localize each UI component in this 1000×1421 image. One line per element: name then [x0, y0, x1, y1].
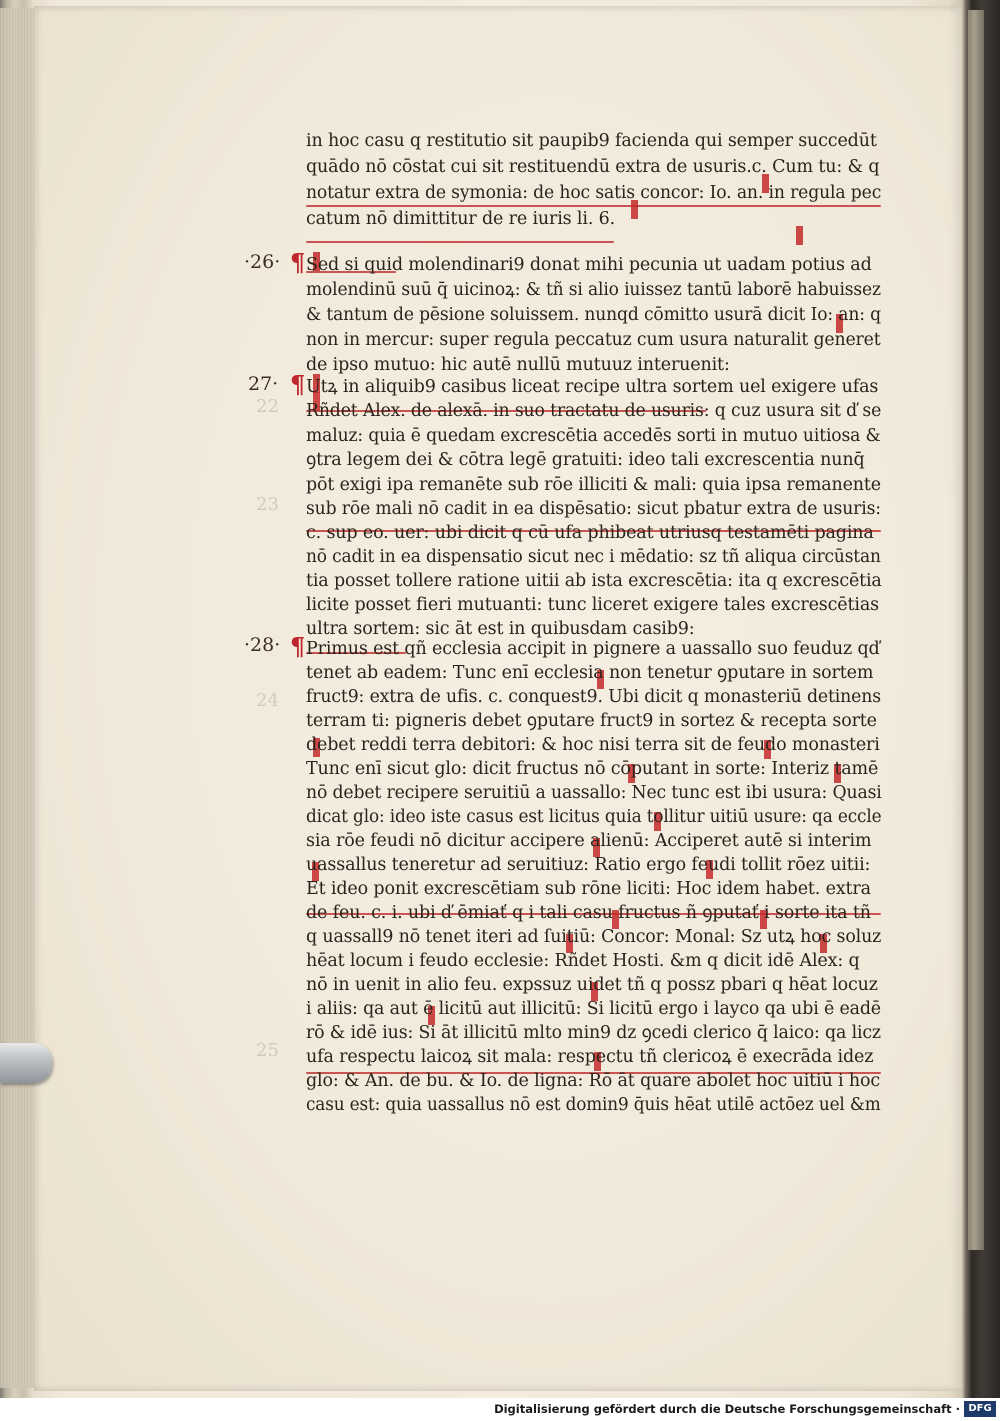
text-line: q uassall9 nō tenet iteri ad ſuitiū: Concor: Monal: Sz utꝝ hoc soluz [306, 927, 882, 947]
footer-bar [0, 1398, 1000, 1421]
text-line: licite posset fieri mutuanti: tunc liceret exigere tales excrescētias [306, 595, 879, 615]
text-line: nō debet recipere seruitiū a uassallo: Nec tunc est ibi usura: Quasi [306, 783, 882, 803]
text-line: maluz: quia ē quedam excrescētia accedēs sorti in mutuo uitiosa & [306, 426, 881, 446]
text-line: de ipso mutuo: hic autē nullū mutuuz interuenit: [306, 355, 730, 375]
text-line: Primus est qñ ecclesia accipit in pignere a uassallo suo feuduz qď [306, 639, 880, 659]
text-line: fruct9: extra de ufis. c. conquest9. Ubi dicit q monasteriū detinens [306, 687, 881, 707]
facing-page-edge [968, 10, 984, 1250]
page-clip [0, 1043, 52, 1083]
ghost-number: 23 [256, 494, 279, 515]
text-line: debet reddi terra debitori: & hoc nisi terra sit de feudo monasteri [306, 735, 880, 755]
text-line: rō & idē ius: Si āt illicitū mlto min9 dz ꝯcedi clerico q̄ laico: qa licz [306, 1023, 881, 1043]
text-line: ꝯtra legem dei & cōtra legē gratuiti: ideo tali excrescentia nunq̄ [306, 450, 865, 470]
ghost-number: 24 [256, 690, 279, 711]
ghost-number: 25 [256, 1040, 279, 1061]
text-line: catum nō dimittitur de re iuris li. 6. [306, 209, 616, 229]
header-mark: 2. [950, 4, 959, 14]
text-line: ufa respectu laicoꝝ sit mala: respectu tñ clericoꝝ ē execrāda idez [306, 1047, 874, 1067]
text-line: Et ideo ponit excrescētiam sub rōne liciti: Hoc idem habet. extra [306, 879, 871, 899]
pilcrow-icon: ¶ [290, 370, 306, 399]
paragraph-number: 27· [248, 373, 279, 395]
page-stack-edge [0, 8, 34, 1388]
pilcrow-icon: ¶ [290, 248, 306, 277]
text-line: non in mercur: super regula peccatuz cum usura naturalit generet [306, 330, 881, 350]
text-line: nō cadit in ea dispensatio sicut nec i mēdatio: sz tñ aliqua circūstan [306, 547, 881, 567]
text-line: & tantum de pēsione soluissem. nunqd cōmitto usurā dicit Io: an: q [306, 305, 881, 325]
text-line: Rñdet Alex. de alexā. in suo tractatu de usuris: q cuz usura sit ď se [306, 401, 882, 421]
text-line: sub rōe mali nō cadit in ea dispēsatio: sicut pbatur extra de usuris: [306, 499, 881, 519]
text-line: de feu. c. i. ubi ď ēmiať q i tali casu fructus ñ ꝯputať i sorte ita tñ [306, 903, 871, 923]
text-line: nō in uenit in alio feu. expssuz uidet tñ q possz pbari q hēat locuz [306, 975, 878, 995]
text-line: terram ti: pigneris debet ꝯputare fruct9 in sortez & recepta sorte [306, 711, 877, 731]
text-line: pōt exigi ipa remanēte sub rōe illiciti & mali: quia ipsa remanente [306, 475, 881, 495]
funding-credit: Digitalisierung gefördert durch die Deutsche Forschungsgemeinschaft · [494, 1402, 960, 1416]
paragraph-number: ·28· [244, 634, 281, 656]
text-line: notatur extra de symonia: de hoc satis concor: Io. an. in regula pec [306, 183, 882, 203]
rubric-capital [796, 226, 803, 245]
dfg-logo: DFG [964, 1401, 996, 1417]
text-line: molendinū suū q̄ uicinoꝝ: & tñ si alio iuissez tantū laborē habuissez [306, 280, 881, 300]
text-line: Tunc enī sicut glo: dicit fructus nō cōputant in sorte: Interiz tamē [306, 759, 879, 779]
text-line: sia rōe feudi nō dicitur accipere alienū: Acciperet autē si interim [306, 831, 872, 851]
text-line: dicat glo: ideo iste casus est licitus quia tollitur uitiū usure: qa eccle [306, 807, 882, 827]
text-line: tia posset tollere ratione uitii ab ista excrescētia: ita q excrescētia [306, 571, 882, 591]
text-line: Sed si quid molendinari9 donat mihi pecunia ut uadam potius ad [306, 255, 872, 275]
text-line: tenet ab eadem: Tunc enī ecclesia non tenetur ꝯputare in sortem [306, 663, 874, 683]
text-line: hēat locum i feudo ecclesie: Rñdet Hosti. &m q dicit idē Alex: q [306, 951, 860, 971]
text-line: in hoc casu q restitutio sit paupib9 facienda qui semper succedūt [306, 131, 877, 151]
rubric-underline [306, 241, 614, 243]
text-line: glo: & An. de bu. & Io. de ligna: Rō āt quare abolet hoc uitiū i hoc [306, 1071, 881, 1091]
text-line: ultra sortem: sic āt est in quibusdam casib9: [306, 619, 695, 639]
text-line: uassallus teneretur ad seruitiuz: Ratio ergo feudi tollit rōez uitii: [306, 855, 871, 875]
text-line: Utꝝ in aliquib9 casibus liceat recipe ultra sortem uel exigere ufas [306, 377, 879, 397]
text-line: quādo nō cōstat cui sit restituendū extra de usuris.c. Cum tu: & q [306, 157, 880, 177]
ghost-number: 22 [256, 396, 279, 417]
text-line: i aliis: qa aut ē licitū aut illicitū: Si licitū ergo i layco qa ubi ē eadē [306, 999, 881, 1019]
text-line: c. sup eo. uer: ubi dicit q cū ufa phibeat utriusq testamēti pagina [306, 523, 874, 543]
pilcrow-icon: ¶ [290, 632, 306, 661]
paragraph-number: ·26· [244, 251, 281, 273]
text-line: casu est: quia uassallus nō est domin9 q̄uis hēat utilē actōez uel &m [306, 1095, 881, 1115]
